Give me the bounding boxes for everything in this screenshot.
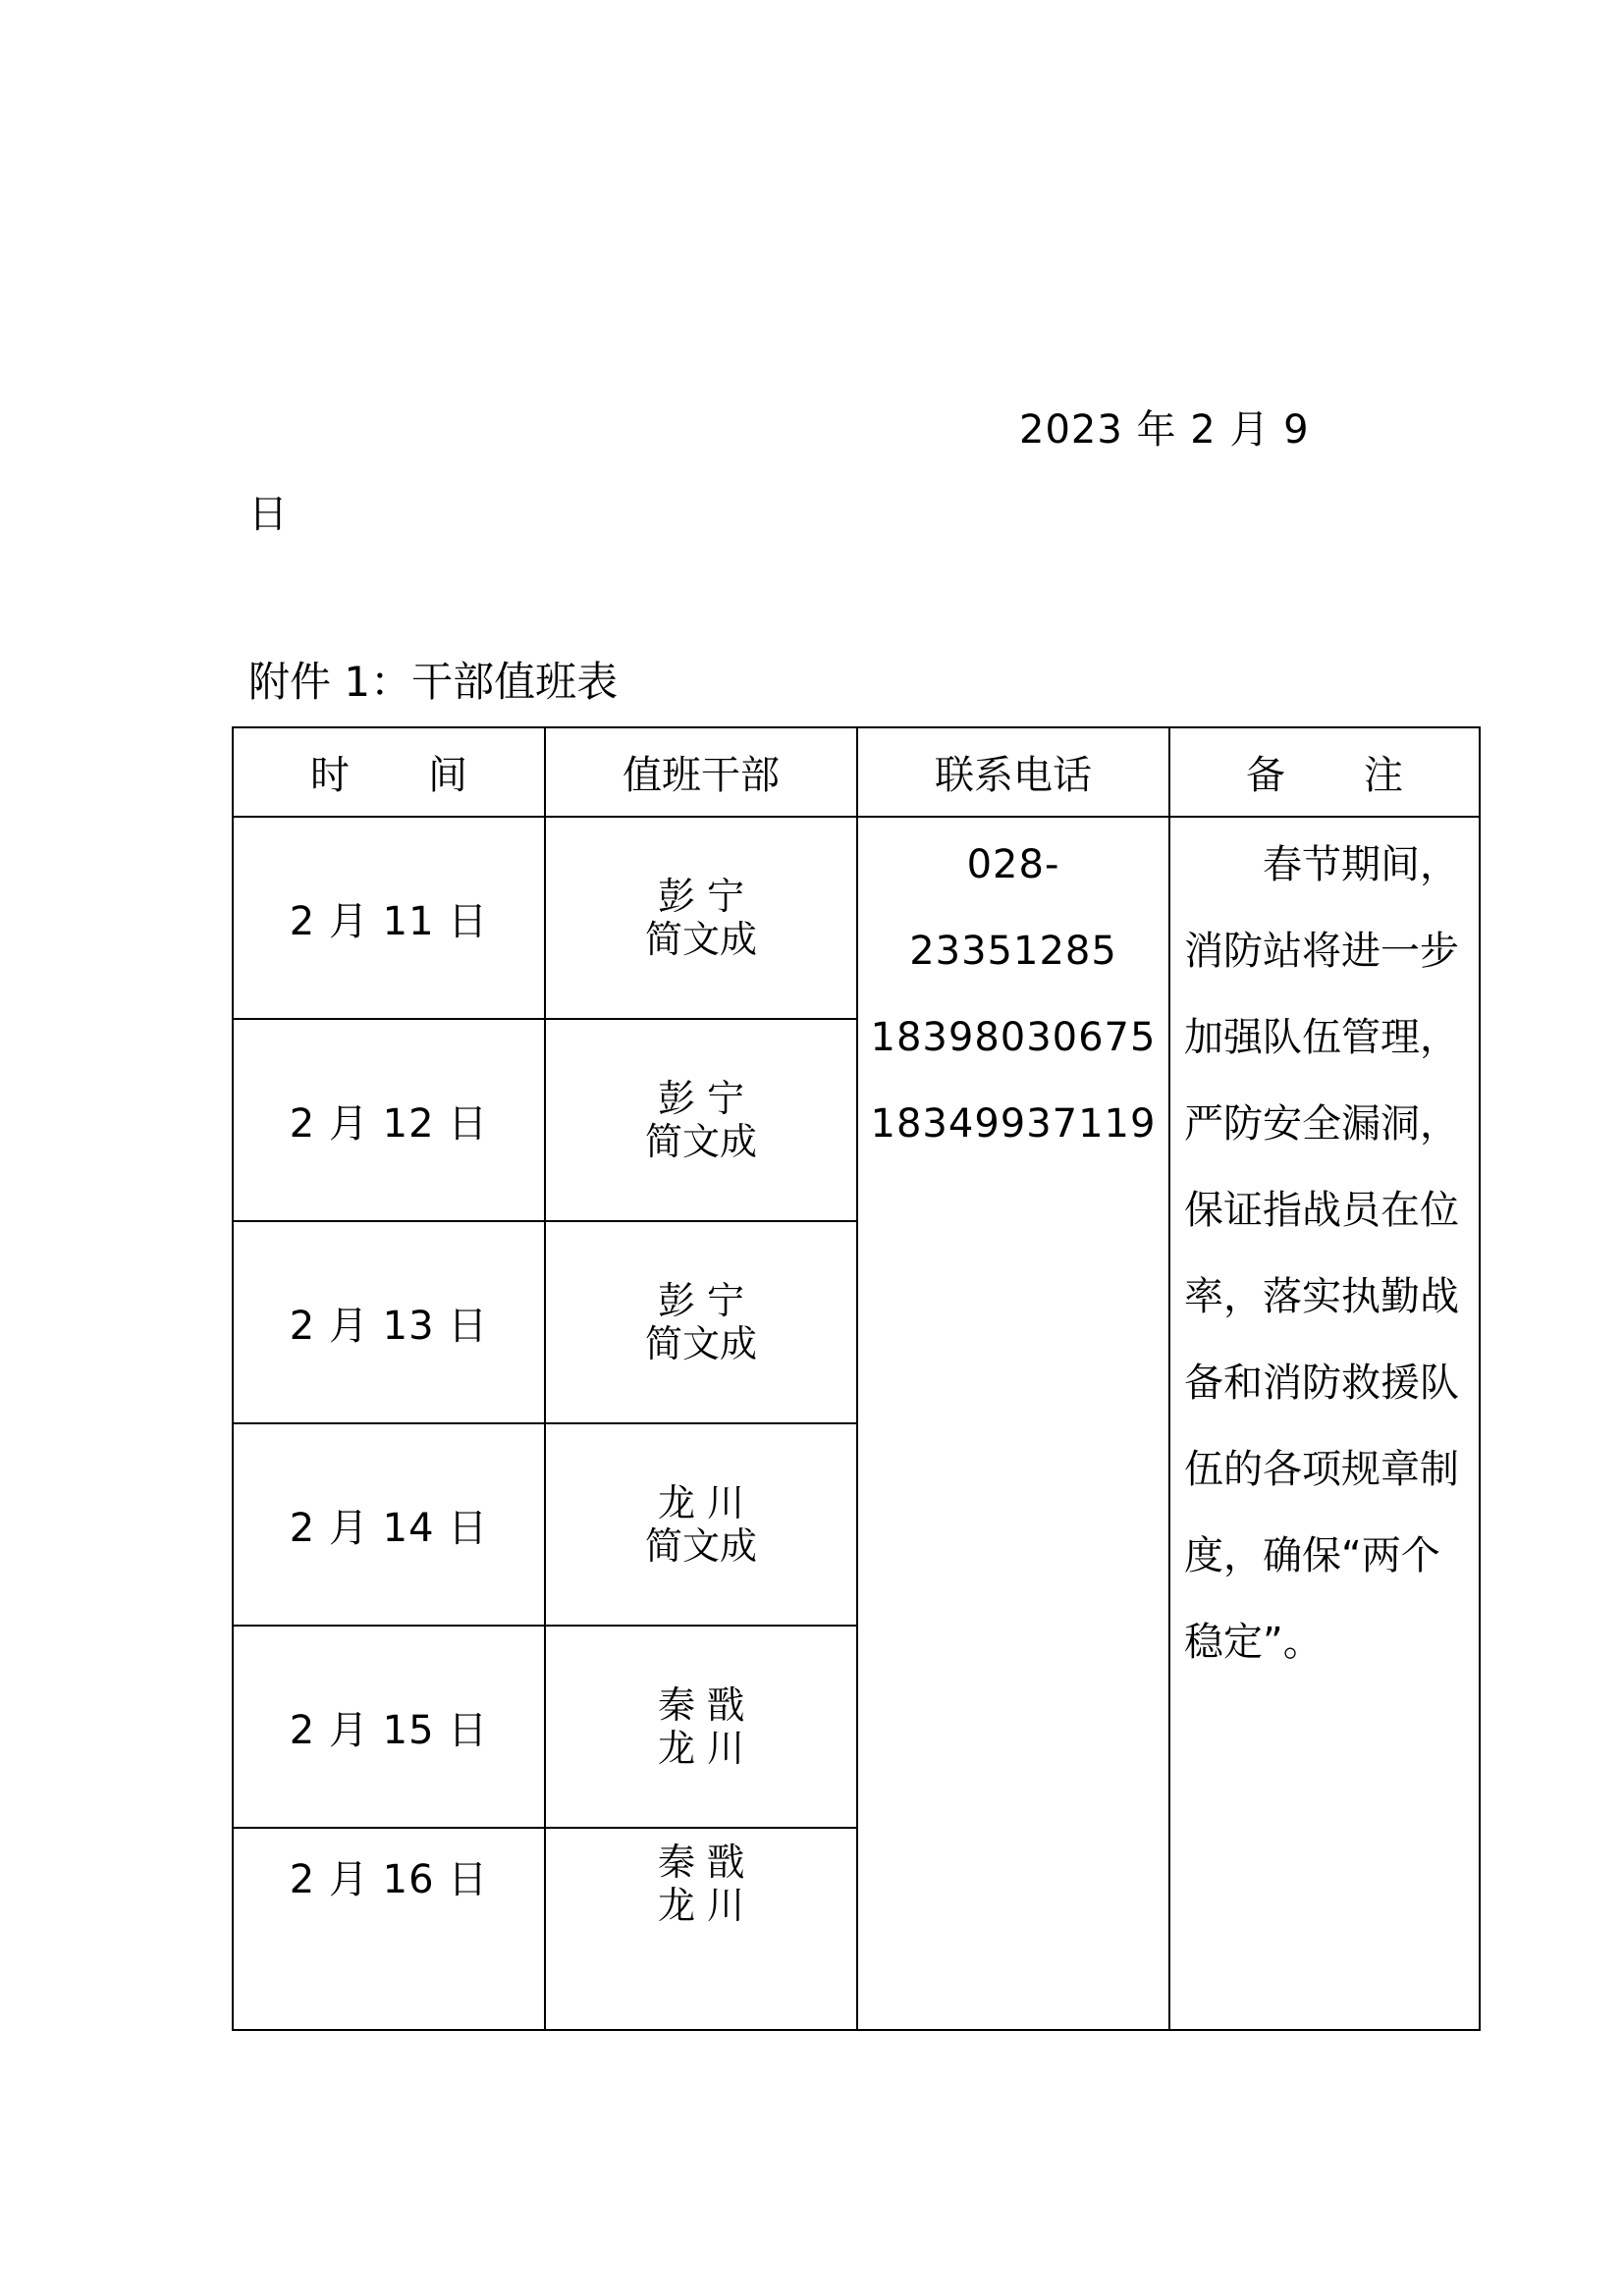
table-row <box>233 817 1480 1019</box>
date-cell: 2 月 14 日 <box>233 1423 545 1626</box>
cadre-name: 简文成 <box>644 918 757 961</box>
date-cell: 2 月 16 日 <box>233 1828 545 2030</box>
cadre-cell <box>545 1019 857 1221</box>
phone-number: 18349937119 <box>870 1101 1157 1147</box>
duty-roster-table <box>232 726 1481 2031</box>
cadre-name: 彭 宁 <box>657 875 745 918</box>
header-cadre: 值班干部 <box>545 727 857 817</box>
cadre-name: 龙 川 <box>657 1884 745 1927</box>
header-phone: 联系电话 <box>857 727 1169 817</box>
document-date: 2023 年 2 月 9 <box>1019 407 1310 453</box>
cadre-cell <box>545 1423 857 1626</box>
header-time <box>233 727 545 817</box>
cadre-cell <box>545 1626 857 1828</box>
cadre-cell <box>545 817 857 1019</box>
cadre-name: 简文成 <box>644 1524 757 1568</box>
header-note-char-2: 注 <box>1364 753 1403 798</box>
date-cell: 2 月 13 日 <box>233 1221 545 1423</box>
phone-line: 028- <box>966 842 1060 887</box>
header-note <box>1169 727 1480 817</box>
cadre-cell <box>545 1828 857 2030</box>
document-date-day: 日 <box>248 492 288 537</box>
cadre-name: 龙 川 <box>657 1727 745 1770</box>
header-time-char-1: 时 <box>310 753 350 798</box>
cadre-name: 秦 戬 <box>657 1841 745 1884</box>
phone-cell <box>857 817 1169 2030</box>
phone-number: 18398030675 <box>870 1015 1157 1060</box>
cadre-name: 彭 宁 <box>657 1077 745 1120</box>
annex-title: 附件 1：干部值班表 <box>248 658 619 706</box>
cadre-name: 秦 戬 <box>657 1683 745 1727</box>
table-header-row <box>233 727 1480 817</box>
header-time-char-2: 间 <box>428 753 467 798</box>
date-cell: 2 月 12 日 <box>233 1019 545 1221</box>
cadre-name: 简文成 <box>644 1322 757 1365</box>
cadre-name: 彭 宁 <box>657 1279 745 1322</box>
note-text: 春节期间，消防站将进一步加强队伍管理，严防安全漏洞，保证指战员在位率，落实执勤战备和消防救援队伍的各项规章制度，确保“两个稳定”。 <box>1184 842 1459 1665</box>
note-cell <box>1169 817 1480 2030</box>
date-cell: 2 月 11 日 <box>233 817 545 1019</box>
phone-number: 23351285 <box>909 929 1117 974</box>
date-cell: 2 月 15 日 <box>233 1626 545 1828</box>
header-note-char-1: 备 <box>1246 753 1285 798</box>
cadre-cell <box>545 1221 857 1423</box>
cadre-name: 龙 川 <box>657 1481 745 1524</box>
cadre-name: 简文成 <box>644 1120 757 1163</box>
